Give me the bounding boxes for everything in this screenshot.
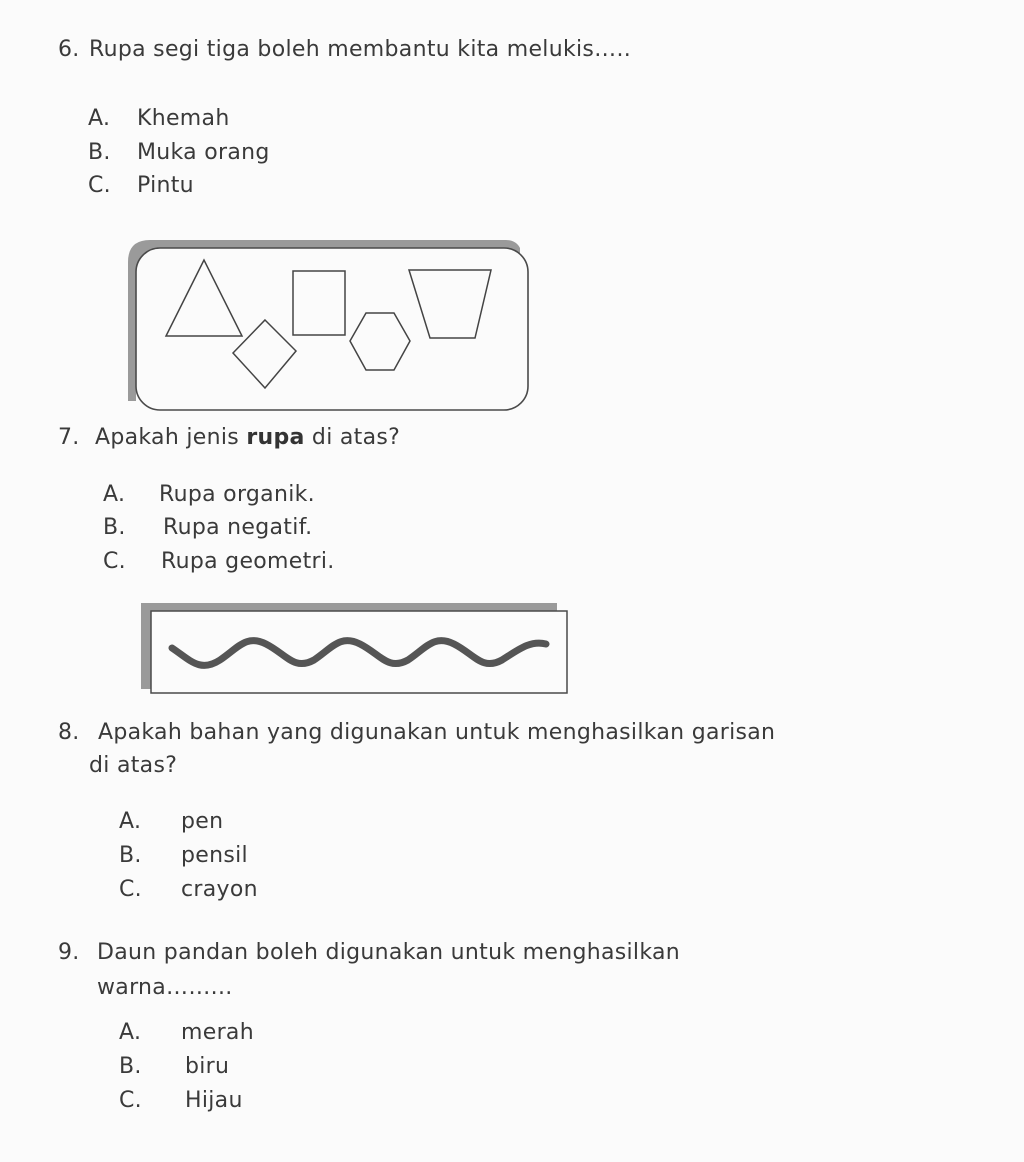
option-8a[interactable]: [119, 811, 319, 837]
option-letter: C.: [88, 173, 111, 198]
option-7a[interactable]: [103, 484, 363, 510]
question-number: 6.: [58, 37, 80, 62]
option-6b[interactable]: [88, 142, 328, 168]
question-text-bold: rupa: [246, 425, 305, 450]
question-text-line-1: Apakah bahan yang digunakan untuk menghasilkan garisan: [98, 720, 776, 745]
question-number: 9.: [58, 940, 80, 965]
question-text-start: Apakah jenis: [95, 425, 247, 450]
option-text: crayon: [181, 877, 258, 902]
option-6a[interactable]: [88, 108, 288, 134]
question-text-line-1: Daun pandan boleh digunakan untuk menghasilkan: [97, 940, 681, 965]
question-8: [58, 722, 858, 782]
option-text: Rupa organik.: [159, 482, 315, 507]
question-text: [95, 427, 400, 449]
option-text: biru: [185, 1054, 230, 1079]
question-text-line-2: di atas?: [89, 753, 178, 778]
option-text: merah: [181, 1020, 254, 1045]
option-text: pen: [181, 809, 224, 834]
option-9a[interactable]: [119, 1022, 319, 1048]
option-letter: C.: [119, 877, 142, 902]
question-9: [58, 942, 758, 1002]
figure-frame: [151, 611, 567, 693]
wave-figure: [138, 598, 572, 698]
option-letter: B.: [88, 140, 111, 165]
question-number: 8.: [58, 720, 80, 745]
option-9c[interactable]: [119, 1090, 319, 1116]
option-letter: A.: [119, 1020, 142, 1045]
question-text-end: di atas?: [304, 425, 401, 450]
option-letter: A.: [88, 106, 111, 131]
question-text-line-2: warna……...: [97, 975, 233, 1000]
question-text: Rupa segi tiga boleh membantu kita melukis…..: [89, 37, 632, 62]
option-text: pensil: [181, 843, 248, 868]
option-text: Hijau: [185, 1088, 243, 1113]
figure-frame: [136, 248, 528, 410]
option-letter: C.: [119, 1088, 142, 1113]
option-9b[interactable]: [119, 1056, 319, 1082]
option-letter: C.: [103, 549, 126, 574]
option-text: Rupa negatif.: [163, 515, 313, 540]
option-text: Rupa geometri.: [161, 549, 335, 574]
option-letter: B.: [103, 515, 126, 540]
option-8b[interactable]: [119, 845, 319, 871]
question-number: 7.: [58, 425, 80, 450]
option-letter: A.: [103, 482, 126, 507]
shapes-figure: [120, 236, 540, 418]
option-letter: A.: [119, 809, 142, 834]
option-letter: B.: [119, 843, 142, 868]
figure-shadow-side: [141, 603, 151, 689]
option-7b[interactable]: [103, 517, 363, 543]
option-text: Khemah: [137, 106, 230, 131]
question-6: [58, 39, 698, 65]
option-letter: B.: [119, 1054, 142, 1079]
option-6c[interactable]: [88, 175, 288, 201]
option-text: Pintu: [137, 173, 194, 198]
question-7: [58, 427, 478, 453]
option-text: Muka orang: [137, 140, 270, 165]
option-7c[interactable]: [103, 551, 363, 577]
option-8c[interactable]: [119, 879, 319, 905]
